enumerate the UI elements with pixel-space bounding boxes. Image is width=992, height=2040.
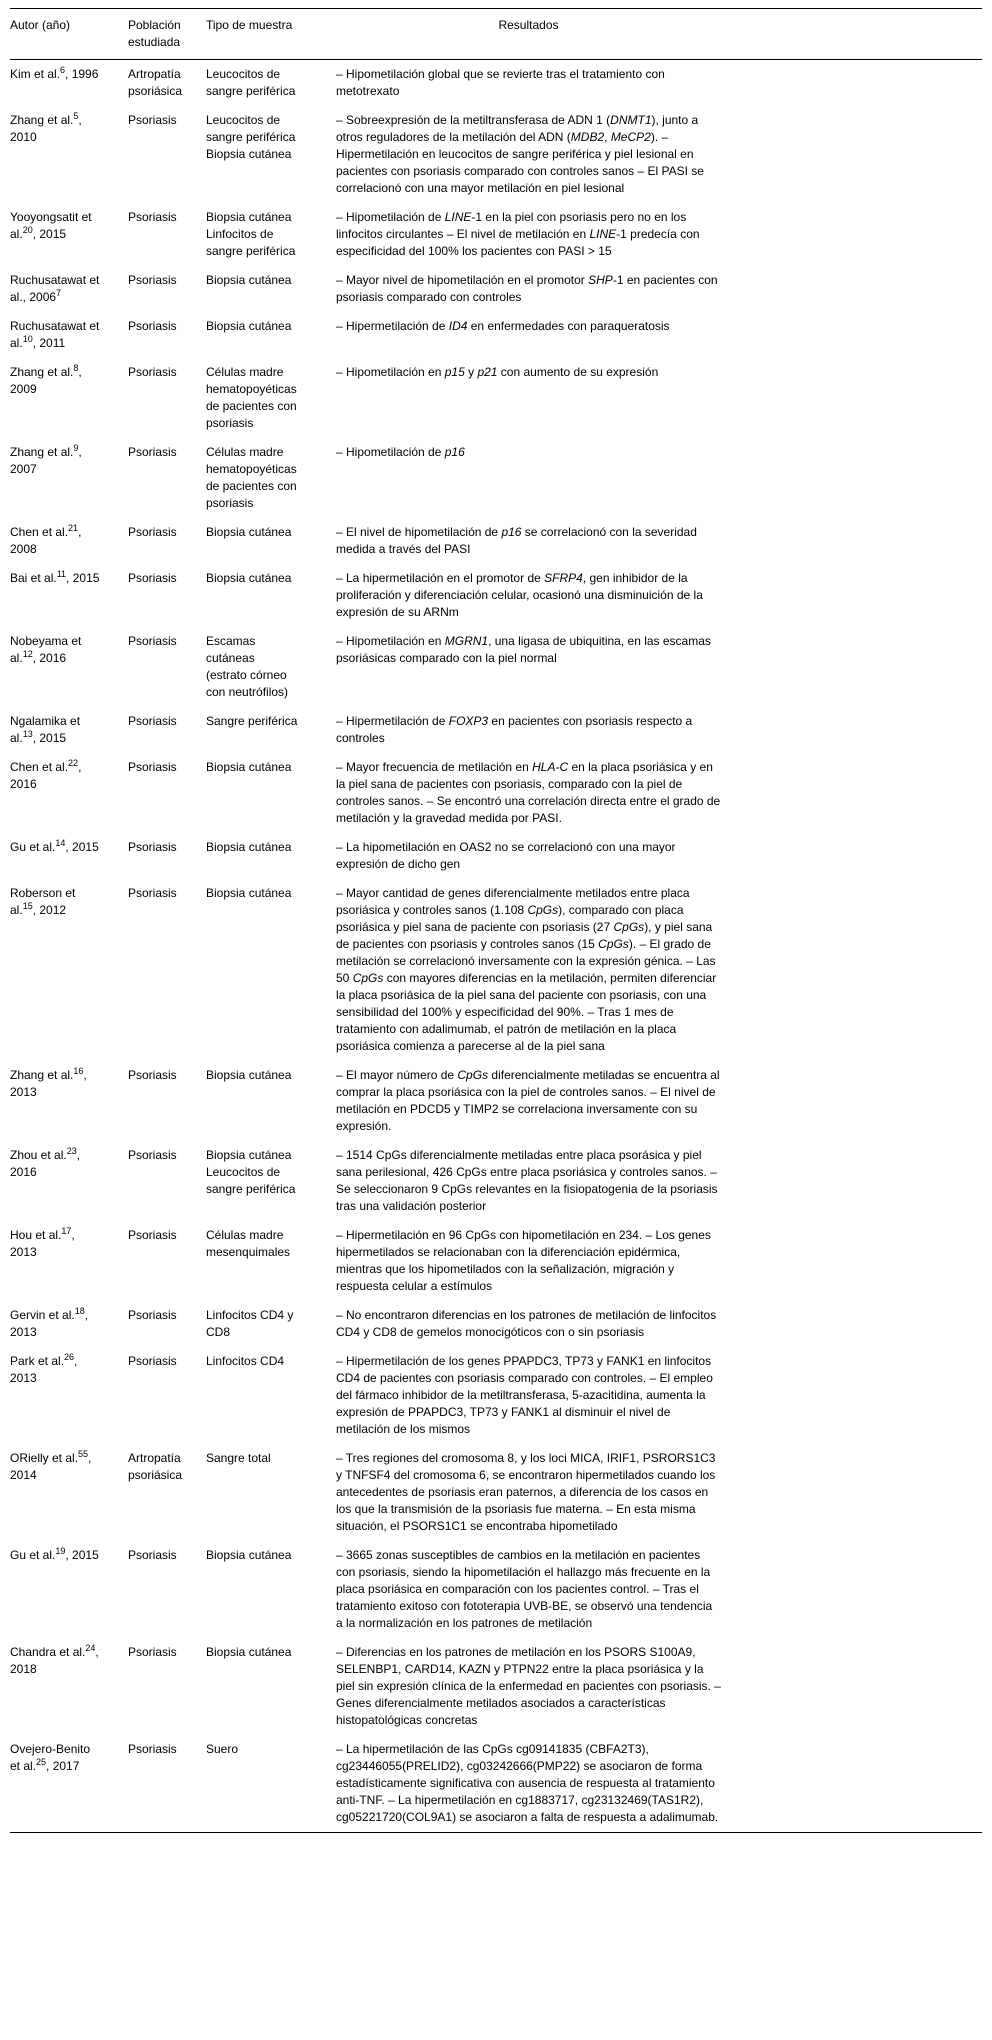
population-cell-text: Psoriasis	[128, 714, 177, 728]
table-row	[10, 1301, 982, 1347]
sample-cell	[206, 312, 320, 358]
population-cell-text: Psoriasis	[128, 445, 177, 459]
sample-cell-text: Células madre hematopoyéticas de pacientes con psoriasis	[206, 445, 297, 510]
population-cell-text: Psoriasis	[128, 1308, 177, 1322]
author-cell-text: Nobeyama et al.$^{12}$, 2016	[10, 634, 82, 665]
sample-cell-text: Leucocitos de sangre periférica Biopsia cutánea	[206, 113, 296, 161]
sample-cell-text: Biopsia cutánea	[206, 1645, 292, 1659]
results-cell	[320, 1444, 982, 1541]
table-row	[10, 312, 982, 358]
population-cell	[128, 518, 206, 564]
population-cell	[128, 1061, 206, 1141]
author-cell-text: ORielly et al.$^{55}$, 2014	[10, 1449, 92, 1482]
sample-cell	[206, 60, 320, 107]
population-cell-text: Psoriasis	[128, 634, 177, 648]
results-cell	[320, 1735, 982, 1833]
results-cell	[320, 707, 982, 753]
population-cell	[128, 312, 206, 358]
sample-cell-text: Biopsia cutánea	[206, 571, 292, 585]
sample-cell	[206, 106, 320, 203]
sample-cell-text: Sangre periférica	[206, 714, 298, 728]
author-cell	[10, 266, 128, 312]
sample-cell-text: Biopsia cutánea	[206, 886, 292, 900]
population-cell	[128, 1301, 206, 1347]
sample-cell-text: Biopsia cutánea	[206, 760, 292, 774]
population-cell	[128, 60, 206, 107]
author-cell-text: Chen et al.$^{21}$, 2008	[10, 523, 82, 556]
population-cell-text: Psoriasis	[128, 1068, 177, 1082]
col-header-results-text: Resultados	[498, 18, 559, 32]
sample-cell-text: Biopsia cutánea	[206, 840, 292, 854]
author-cell	[10, 1221, 128, 1301]
author-cell	[10, 1638, 128, 1735]
author-cell-text: Hou et al.$^{17}$, 2013	[10, 1226, 75, 1259]
sample-cell-text: Biopsia cutánea Linfocitos de sangre periférica	[206, 210, 296, 258]
author-cell	[10, 1444, 128, 1541]
author-cell	[10, 438, 128, 518]
author-cell	[10, 60, 128, 107]
author-cell-text: Zhang et al.$^5$, 2010	[10, 111, 82, 144]
results-cell-text: – Hipermetilación de los genes PPAPDC3, TP73 y FANK1 en linfocitos CD4 de pacientes con psoriasis comparado con controles. – El empleo del fármaco inhibidor de la metiltransferasa, 5-azacitidina, aumenta la expresión de PPAPDC3, TP73 y FANK1 al disminuir el nivel de metilación de los mismos	[336, 1354, 713, 1436]
author-cell	[10, 1541, 128, 1638]
table-row	[10, 358, 982, 438]
sample-cell-text: Células madre hematopoyéticas de pacientes con psoriasis	[206, 365, 297, 430]
sample-cell-text: Biopsia cutánea	[206, 273, 292, 287]
col-header-sample	[206, 9, 320, 60]
author-cell	[10, 1061, 128, 1141]
author-cell	[10, 833, 128, 879]
author-cell	[10, 358, 128, 438]
sample-cell	[206, 438, 320, 518]
col-header-population	[128, 9, 206, 60]
population-cell	[128, 564, 206, 627]
results-cell-text: – Mayor frecuencia de metilación en HLA-C en la placa psoriásica y en la piel sana de pacientes con psoriasis, comparado con la piel de controles sanos. – Se encontró una correlación directa entre el grado de metilación y la gravedad medida por PASI.	[336, 760, 721, 825]
population-cell	[128, 106, 206, 203]
table-row	[10, 753, 982, 833]
author-cell	[10, 1735, 128, 1833]
results-cell-text: – Hipometilación de LINE-1 en la piel con psoriasis pero no en los linfocitos circulantes – El nivel de metilación en LINE-1 predecía con especificidad del 100% los pacientes con PASI > 15	[336, 210, 700, 258]
sample-cell	[206, 1347, 320, 1444]
author-cell-text: Ngalamika et al.$^{13}$, 2015	[10, 714, 81, 745]
results-cell	[320, 1638, 982, 1735]
sample-cell	[206, 358, 320, 438]
results-cell	[320, 1061, 982, 1141]
results-cell-text: – Hipometilación en MGRN1, una ligasa de ubiquitina, en las escamas psoriásicas comparado con la piel normal	[336, 634, 711, 665]
author-cell-text: Chandra et al.$^{24}$, 2018	[10, 1643, 99, 1676]
population-cell	[128, 753, 206, 833]
author-cell	[10, 203, 128, 266]
author-cell	[10, 106, 128, 203]
sample-cell	[206, 753, 320, 833]
population-cell	[128, 1638, 206, 1735]
author-cell-text: Gervin et al.$^{18}$, 2013	[10, 1306, 89, 1339]
sample-cell-text: Suero	[206, 1742, 239, 1756]
population-cell-text: Psoriasis	[128, 1228, 177, 1242]
sample-cell	[206, 203, 320, 266]
author-cell-text: Gu et al.$^{19}$, 2015	[10, 1546, 99, 1562]
table-row	[10, 1141, 982, 1221]
population-cell	[128, 1541, 206, 1638]
results-cell-text: – Tres regiones del cromosoma 8, y los loci MICA, IRIF1, PSRORS1C3 y TNFSF4 del cromosoma 6, se encontraron hipermetilados cuando los antecedentes de psoriasis eran paternos, a diferencia de los casos en los que la transmisión de la psoriasis fue materna. – En esta misma situación, el PSORS1C1 se encontraba hipometilado	[336, 1451, 716, 1533]
table-row	[10, 438, 982, 518]
population-cell-text: Psoriasis	[128, 210, 177, 224]
table-row	[10, 203, 982, 266]
results-cell	[320, 106, 982, 203]
population-cell-text: Psoriasis	[128, 1548, 177, 1562]
table-row	[10, 627, 982, 707]
sample-cell	[206, 1541, 320, 1638]
population-cell	[128, 1444, 206, 1541]
results-cell-text: – Mayor cantidad de genes diferencialmente metilados entre placa psoriásica y controles sanos (1.108 CpGs), comparado con placa psoriásica y piel sana de paciente con psoriasis (27 CpGs), y piel sana de pacientes con psoriasis y controles sanos (15 CpGs). – El grado de metilación se correlacionó inversamente con la expresión génica. – Las 50 CpGs con mayores diferencias en la metilación, permiten diferenciar la placa psoriásica de la piel sana del paciente con psoriasis, con una sensibilidad del 100% y especificidad del 90%. – Tras 1 mes de tratamiento con adalimumab, el patrón de metilación en la placa psoriásica comienza a parecerse al de la piel sana	[336, 886, 717, 1053]
table-row	[10, 564, 982, 627]
population-cell-text: Psoriasis	[128, 840, 177, 854]
table-row	[10, 1444, 982, 1541]
table-row	[10, 879, 982, 1061]
results-cell-text: – 3665 zonas susceptibles de cambios en la metilación en pacientes con psoriasis, siendo la hipometilación el hallazgo más frecuente en la placa psoriásica en comparación con los pacientes control. – Tras el tratamiento exitoso con fototerapia UVB-BE, se observó una tendencia a la normalización en los patrones de metilación	[336, 1548, 713, 1630]
sample-cell-text: Biopsia cutánea	[206, 1548, 292, 1562]
author-cell-text: Bai et al.$^{11}$, 2015	[10, 569, 100, 585]
results-cell-text: – La hipometilación en OAS2 no se correlacionó con una mayor expresión de dicho gen	[336, 840, 676, 871]
population-cell-text: Psoriasis	[128, 365, 177, 379]
table-row	[10, 707, 982, 753]
results-cell	[320, 1221, 982, 1301]
author-cell-text: Ruchusatawat et al.$^{10}$, 2011	[10, 319, 100, 350]
author-cell-text: Gu et al.$^{14}$, 2015	[10, 838, 99, 854]
table-header	[10, 9, 982, 60]
sample-cell	[206, 1301, 320, 1347]
author-cell	[10, 1141, 128, 1221]
results-cell-text: – Diferencias en los patrones de metilación en los PSORS S100A9, SELENBP1, CARD14, KAZN y PTPN22 entre la placa psoriásica y la piel sin expresión clínica de la enfermedad en pacientes con psoriasis. – Genes diferencialmente metilados asociados a características histopatológicas concretas	[336, 1645, 721, 1727]
col-header-author	[10, 9, 128, 60]
population-cell	[128, 438, 206, 518]
author-cell-text: Yooyongsatit et al.$^{20}$, 2015	[10, 210, 92, 241]
results-cell	[320, 266, 982, 312]
results-cell	[320, 438, 982, 518]
sample-cell-text: Leucocitos de sangre periférica	[206, 67, 296, 98]
author-cell-text: Ruchusatawat et al., 2006$^7$	[10, 273, 100, 304]
header-row	[10, 9, 982, 60]
sample-cell	[206, 627, 320, 707]
sample-cell	[206, 564, 320, 627]
results-cell	[320, 518, 982, 564]
results-cell	[320, 879, 982, 1061]
population-cell-text: Psoriasis	[128, 1645, 177, 1659]
population-cell-text: Artropatía psoriásica	[128, 1451, 183, 1482]
sample-cell-text: Sangre total	[206, 1451, 271, 1465]
population-cell	[128, 707, 206, 753]
author-cell-text: Zhang et al.$^9$, 2007	[10, 443, 82, 476]
col-header-population-text: Población estudiada	[128, 18, 181, 49]
results-cell	[320, 312, 982, 358]
population-cell-text: Psoriasis	[128, 760, 177, 774]
population-cell	[128, 833, 206, 879]
sample-cell	[206, 1638, 320, 1735]
table-row	[10, 1735, 982, 1833]
population-cell-text: Psoriasis	[128, 1742, 177, 1756]
results-cell	[320, 564, 982, 627]
author-cell	[10, 564, 128, 627]
population-cell-text: Psoriasis	[128, 273, 177, 287]
sample-cell-text: Biopsia cutánea	[206, 1068, 292, 1082]
sample-cell	[206, 266, 320, 312]
sample-cell	[206, 707, 320, 753]
population-cell-text: Psoriasis	[128, 113, 177, 127]
results-cell-text: – No encontraron diferencias en los patrones de metilación de linfocitos CD4 y CD8 de gemelos monocigóticos con o sin psoriasis	[336, 1308, 717, 1339]
author-cell-text: Park et al.$^{26}$, 2013	[10, 1352, 78, 1385]
sample-cell	[206, 1221, 320, 1301]
col-header-results	[320, 9, 982, 60]
population-cell-text: Psoriasis	[128, 1148, 177, 1162]
author-cell	[10, 312, 128, 358]
population-cell-text: Psoriasis	[128, 319, 177, 333]
population-cell-text: Psoriasis	[128, 571, 177, 585]
results-cell-text: – Hipermetilación de ID4 en enfermedades con paraqueratosis	[336, 319, 670, 333]
table-row	[10, 1541, 982, 1638]
author-cell	[10, 627, 128, 707]
author-cell	[10, 879, 128, 1061]
population-cell	[128, 266, 206, 312]
population-cell	[128, 1221, 206, 1301]
results-cell	[320, 1541, 982, 1638]
author-cell-text: Chen et al.$^{22}$, 2016	[10, 758, 82, 791]
author-cell	[10, 753, 128, 833]
population-cell	[128, 358, 206, 438]
author-cell-text: Kim et al.$^6$, 1996	[10, 65, 99, 81]
results-cell	[320, 60, 982, 107]
results-cell-text: – El nivel de hipometilación de p16 se correlacionó con la severidad medida a través del PASI	[336, 525, 697, 556]
table-row	[10, 106, 982, 203]
table-row	[10, 1061, 982, 1141]
results-cell	[320, 358, 982, 438]
sample-cell	[206, 1061, 320, 1141]
author-cell-text: Ovejero-Benito et al.$^{25}$, 2017	[10, 1742, 91, 1773]
sample-cell	[206, 1444, 320, 1541]
sample-cell	[206, 879, 320, 1061]
results-cell-text: – Hipometilación en p15 y p21 con aumento de su expresión	[336, 365, 659, 379]
population-cell-text: Psoriasis	[128, 886, 177, 900]
sample-cell-text: Linfocitos CD4	[206, 1354, 285, 1368]
sample-cell	[206, 518, 320, 564]
table-row	[10, 518, 982, 564]
results-cell-text: – Sobreexpresión de la metiltransferasa de ADN 1 (DNMT1), junto a otros reguladores de la metilación del ADN (MDB2, MeCP2). – Hipermetilación en leucocitos de sangre periférica y piel lesional en pacientes con psoriasis comparado con controles sanos – El PASI se correlacionó con una mayor metilación en piel lesional	[336, 113, 704, 195]
sample-cell	[206, 1141, 320, 1221]
population-cell	[128, 627, 206, 707]
results-cell-text: – La hipermetilación en el promotor de SFRP4, gen inhibidor de la proliferación y diferenciación celular, ocasionó una disminuición de la expresión de su ARNm	[336, 571, 703, 619]
results-cell	[320, 1141, 982, 1221]
table-row	[10, 266, 982, 312]
population-cell	[128, 1347, 206, 1444]
results-cell	[320, 1347, 982, 1444]
sample-cell	[206, 1735, 320, 1833]
sample-cell-text: Biopsia cutánea	[206, 319, 292, 333]
results-cell	[320, 833, 982, 879]
results-cell	[320, 203, 982, 266]
population-cell-text: Psoriasis	[128, 525, 177, 539]
author-cell	[10, 707, 128, 753]
author-cell	[10, 1347, 128, 1444]
results-cell-text: – Hipermetilación en 96 CpGs con hipometilación en 234. – Los genes hipermetilados se relacionaban con la diferenciación epidérmica, mientras que los hipometilados con la señalización, migración y respuesta celular a estímulos	[336, 1228, 711, 1293]
sample-cell-text: Linfocitos CD4 y CD8	[206, 1308, 294, 1339]
results-cell-text: – Hipometilación de p16	[336, 445, 465, 459]
population-cell	[128, 203, 206, 266]
results-cell	[320, 1301, 982, 1347]
sample-cell-text: Biopsia cutánea Leucocitos de sangre periférica	[206, 1148, 296, 1196]
sample-cell-text: Biopsia cutánea	[206, 525, 292, 539]
sample-cell	[206, 833, 320, 879]
population-cell	[128, 1141, 206, 1221]
results-cell-text: – 1514 CpGs diferencialmente metiladas entre placa psorásica y piel sana perilesional, 426 CpGs entre placa psoriásica y controles sanos. – Se seleccionaron 9 CpGs relevantes en la fisiopatogenia de la psoriasis tras una validación posterior	[336, 1148, 718, 1213]
results-cell-text: – Mayor nivel de hipometilación en el promotor SHP-1 en pacientes con psoriasis comparado con controles	[336, 273, 718, 304]
table-row	[10, 1347, 982, 1444]
sample-cell-text: Escamas cutáneas (estrato córneo con neutrófilos)	[206, 634, 289, 699]
results-cell	[320, 753, 982, 833]
table-row	[10, 60, 982, 107]
results-cell-text: – La hipermetilación de las CpGs cg09141835 (CBFA2T3), cg23446055(PRELID2), cg03242666(PMP22) se asociaron de forma estadísticamente significativa con ausencia de respuesta al tratamiento anti-TNF. – La hipermetilación en cg1883717, cg23132469(TAS1R2), cg05221720(COL9A1) se asociaron a falta de respuesta a adalimumab.	[336, 1742, 719, 1824]
col-header-sample-text: Tipo de muestra	[206, 18, 293, 32]
table-row	[10, 833, 982, 879]
author-cell	[10, 518, 128, 564]
table-row	[10, 1638, 982, 1735]
population-cell-text: Artropatía psoriásica	[128, 67, 183, 98]
table-body	[10, 60, 982, 1833]
population-cell	[128, 1735, 206, 1833]
author-cell-text: Zhou et al.$^{23}$, 2016	[10, 1146, 81, 1179]
population-cell-text: Psoriasis	[128, 1354, 177, 1368]
col-header-author-text: Autor (año)	[10, 18, 71, 32]
author-cell-text: Roberson et al.$^{15}$, 2012	[10, 886, 76, 917]
results-cell-text: – Hipometilación global que se revierte tras el tratamiento con metotrexato	[336, 67, 665, 98]
author-cell-text: Zhang et al.$^{16}$, 2013	[10, 1066, 87, 1099]
results-table	[10, 8, 982, 1833]
table-row	[10, 1221, 982, 1301]
author-cell	[10, 1301, 128, 1347]
sample-cell-text: Células madre mesenquimales	[206, 1228, 291, 1259]
results-cell	[320, 627, 982, 707]
results-cell-text: – Hipermetilación de FOXP3 en pacientes con psoriasis respecto a controles	[336, 714, 693, 745]
results-cell-text: – El mayor número de CpGs diferencialmente metiladas se encuentra al comprar la placa psoriásica con la piel de controles sanos. – El nivel de metilación en PDCD5 y TIMP2 se correlaciona inversamente con su expresión.	[336, 1068, 720, 1133]
population-cell	[128, 879, 206, 1061]
author-cell-text: Zhang et al.$^8$, 2009	[10, 363, 82, 396]
